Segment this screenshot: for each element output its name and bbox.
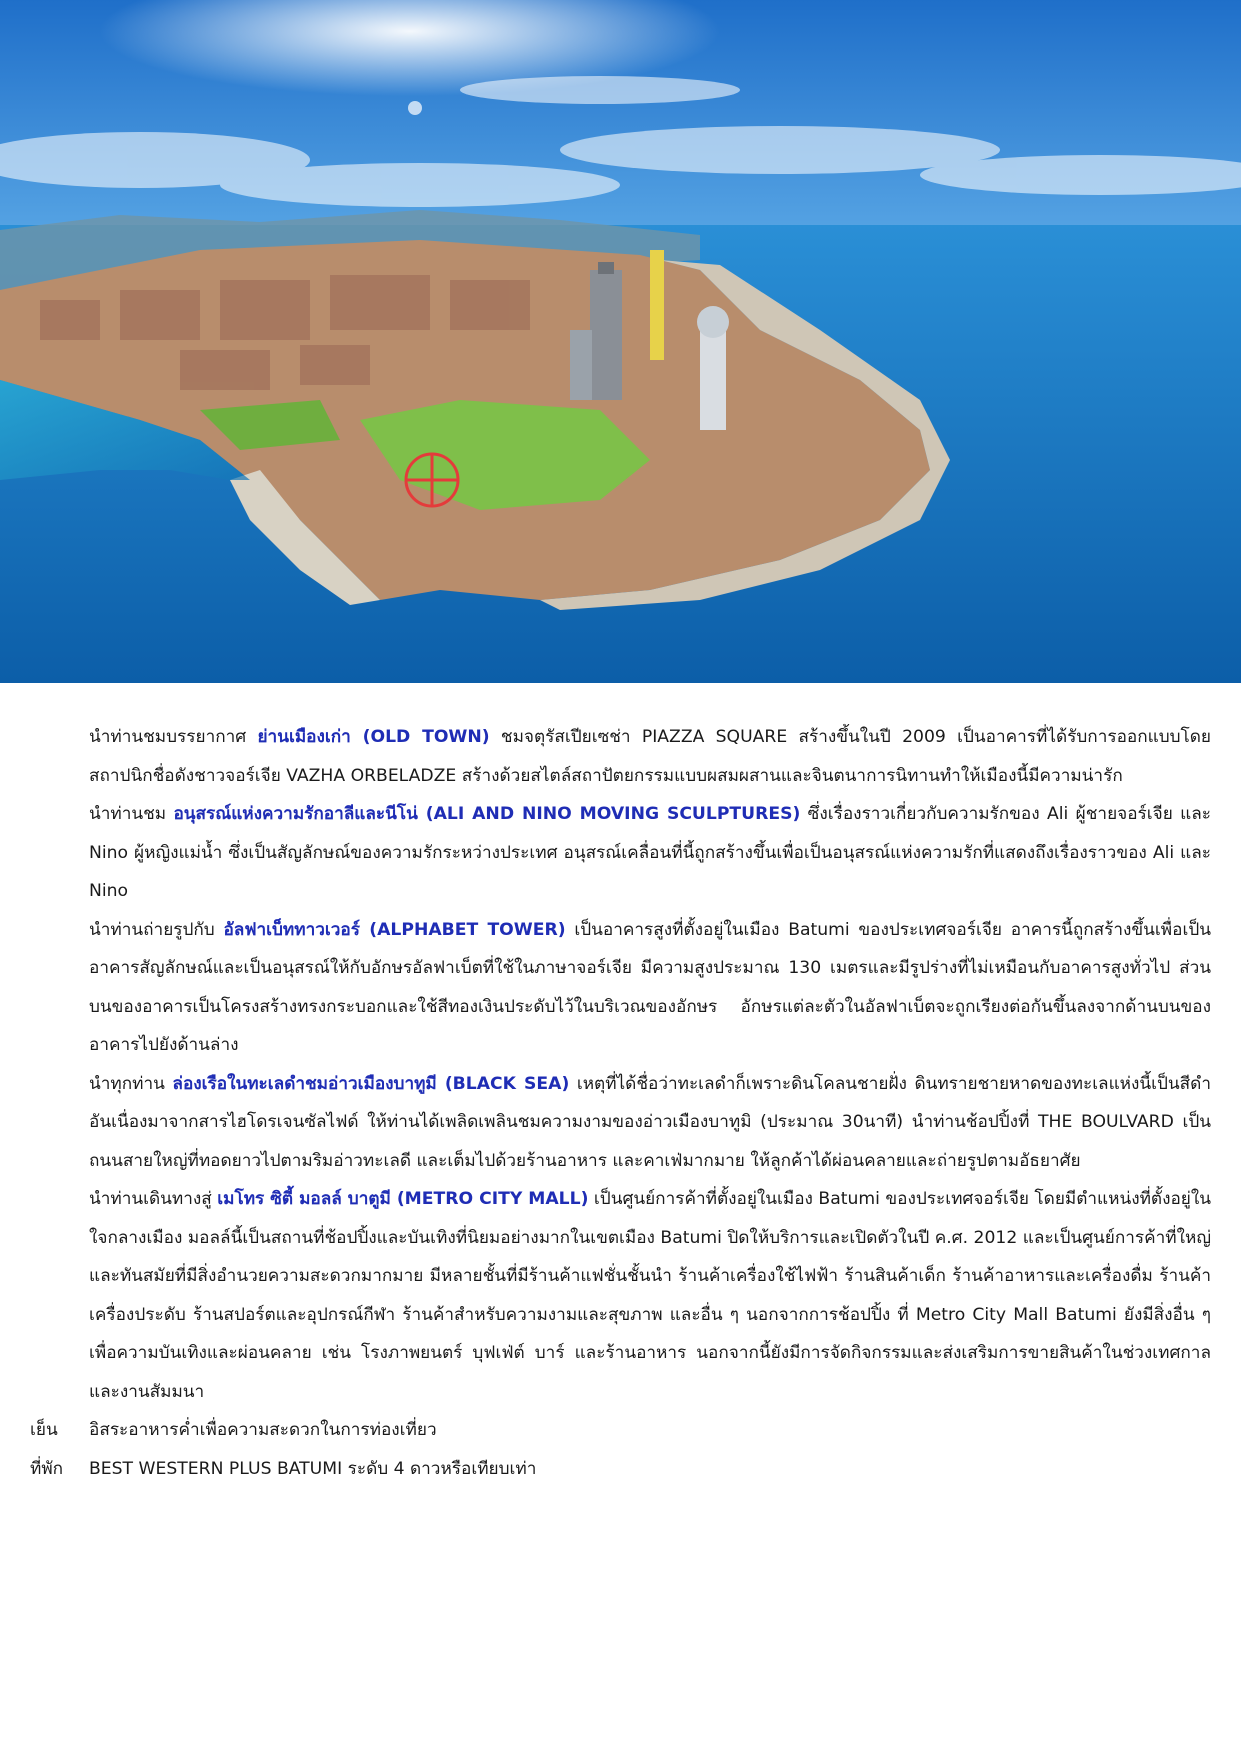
itinerary-content	[0, 718, 1241, 1488]
paragraph-old-town	[89, 718, 1211, 795]
highlight-alphabet-tower: อัลฟาเบ็ททาวเวอร์ (ALPHABET TOWER)	[223, 919, 566, 940]
text: นำท่านชมบรรยากาศ	[89, 727, 258, 747]
paragraph-ali-nino	[89, 795, 1211, 911]
text: เป็นอาคารสูงที่ตั้งอยู่ในเมือง Batumi ของประเทศจอร์เจีย อาคารนี้ถูกสร้างขึ้นเพื่อเป็นอาคารสัญลักษณ์และเป็นอนุสรณ์ให้กับอักษรอัลฟาเบ็ตที่ใช้ในภาษาจอร์เจีย มีความสูงประมาณ 130 เมตรและมีรูปร่างที่ไม่เหมือนกับอาคารสูงทั่วไป ส่วนบนของอาคารเป็นโครงสร้างทรงกระบอกและใช้สีทองเงินประดับไว้ในบริเวณของอักษร อักษรแต่ละตัวในอัลฟาเบ็ตจะถูกเรียงต่อกันขึ้นลงจากด้านบนของอาคารไปยังด้านล่าง	[89, 919, 1211, 1055]
hero-image	[0, 0, 1241, 683]
highlight-black-sea: ล่องเรือในทะเลดำชมอ่าวเมืองบาทูมี (BLACK SEA)	[172, 1073, 570, 1094]
highlight-metro-city-mall: เมโทร ซิตี้ มอลล์ บาตูมี (METRO CITY MALL)	[217, 1189, 589, 1209]
text: นำท่านถ่ายรูปกับ	[89, 919, 224, 940]
hotel-text: BEST WESTERN PLUS BATUMI ระดับ 4 ดาวหรือเทียบเท่า	[89, 1458, 537, 1479]
text: นำท่านเดินทางสู่	[89, 1189, 218, 1209]
lens-flare	[408, 101, 422, 115]
paragraph-metro-city-mall	[89, 1180, 1211, 1411]
ferris-wheel	[406, 454, 458, 506]
highlight-old-town: ย่านเมืองเก่า (OLD TOWN)	[257, 727, 490, 747]
text: ซึ่งเรื่องราวเกี่ยวกับความรักของ Ali ผู้ชายจอร์เจีย และ Nino ผู้หญิงแม่น้ำ ซึ่งเป็นสัญลักษณ์ของความรักระหว่างประเทศ อนุสรณ์เคลื่อนที่นี้ถูกสร้างขึ้นเพื่อเป็นอนุสรณ์แห่งความรักที่แสดงถึงเรื่องราวของ Ali และ Nino	[89, 804, 1211, 901]
paragraph-alphabet-tower	[89, 911, 1211, 1065]
hotel-label: ที่พัก	[30, 1458, 64, 1479]
text: เหตุที่ได้ชื่อว่าทะเลดำก็เพราะดินโคลนชายฝั่ง ดินทรายชายหาดของทะเลแห่งนี้เป็นสีดำ อันเนื่องมาจากสารไฮโดรเจนซัลไฟด์ ให้ท่านได้เพลิดเพลินชมความงามของอ่าวเมืองบาทูมิ (ประมาณ 30นาที) นำท่านช้อปปิ้งที่ THE BOULVARD เป็นถนนสายใหญ่ที่ทอดยาวไปตามริมอ่าวทะเลดี และเต็มไปด้วยร้านอาหาร และคาเฟ่มากมาย ให้ลูกค้าได้ผ่อนคลายและถ่ายรูปตามอัธยาศัย	[89, 1073, 1211, 1171]
text: นำทุกท่าน	[89, 1073, 173, 1094]
highlight-ali-nino: อนุสรณ์แห่งความรักอาลีและนีโน่ (ALI AND NINO MOVING SCULPTURES)	[173, 804, 801, 824]
text: เป็นศูนย์การค้าที่ตั้งอยู่ในเมือง Batumi ของประเทศจอร์เจีย โดยมีตำแหน่งที่ตั้งอยู่ในใจกลางเมือง มอลล์นี้เป็นสถานที่ช้อปปิ้งและบันเทิงที่นิยมอย่างมากในเขตเมือง Batumi ปิดให้บริการและเปิดตัวในปี ค.ศ. 2012 และเป็นศูนย์การค้าที่ใหญ่และทันสมัยที่มีสิ่งอำนวยความสะดวกมากมาย มีหลายชั้นที่มีร้านค้าแฟชั่นชั้นนำ ร้านค้าเครื่องใช้ไฟฟ้า ร้านสินค้าเด็ก ร้านค้าอาหารและเครื่องดื่ม ร้านค้าเครื่องประดับ ร้านสปอร์ตและอุปกรณ์กีฬา ร้านค้าสำหรับความงามและสุขภาพ และอื่น ๆ นอกจากการช้อปปิ้ง ที่ Metro City Mall Batumi ยังมีสิ่งอื่น ๆ เพื่อความบันเทิงและผ่อนคลาย เช่น โรงภาพยนตร์ บุฟเฟ่ต์ บาร์ และร้านอาหาร นอกจากนี้ยังมีการจัดกิจกรรมและส่งเสริมการขายสินค้าในช่วงเทศกาลและงานสัมมนา	[89, 1189, 1212, 1402]
dinner-label: เย็น	[30, 1420, 58, 1440]
hotel-row	[30, 1450, 1211, 1489]
paragraph-black-sea	[89, 1065, 1211, 1181]
text: ชมจตุรัสเปียเซช่า PIAZZA SQUARE สร้างขึ้นในปี 2009 เป็นอาคารที่ได้รับการออกแบบโดยสถาปนิกชื่อดังชาวจอร์เจีย VAZHA ORBELADZE สร้างด้วยสไตล์สถาปัตยกรรมแบบผสมผสานและจินตนาการนิทานทำให้เมืองนี้มีความน่ารัก	[89, 727, 1211, 786]
dinner-text: อิสระอาหารค่ำเพื่อความสะดวกในการท่องเที่ยว	[89, 1420, 437, 1440]
dinner-row	[30, 1411, 1211, 1450]
batumi-aerial-illustration	[0, 0, 1241, 683]
text: นำท่านชม	[89, 804, 174, 824]
